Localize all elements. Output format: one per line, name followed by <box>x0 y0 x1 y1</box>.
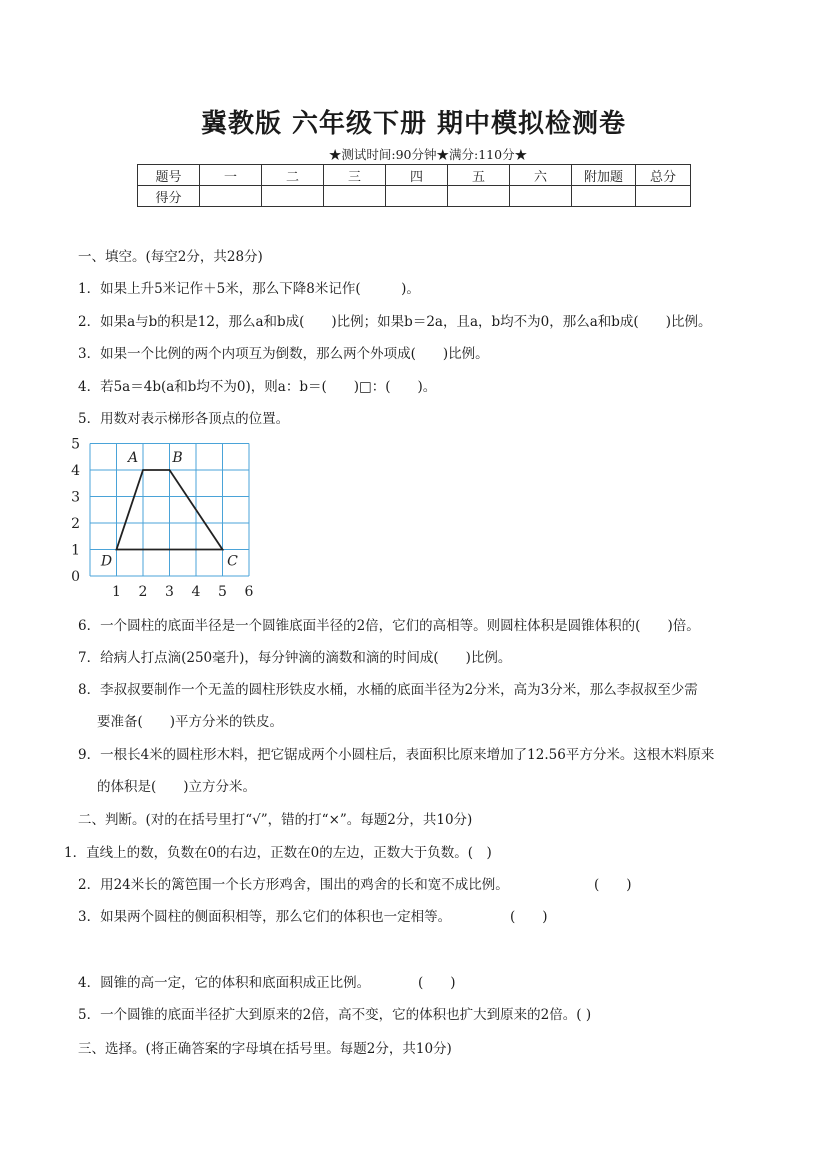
vertex-label-a: A <box>127 450 139 466</box>
question-1-5: 5．用数对表示梯形各顶点的位置。 <box>78 411 290 427</box>
question-1-2: 2．如果a与b的积是12，那么a和b成( )比例；如果b＝2a，且a，b均不为0，那么a和b成( )比例。 <box>78 314 712 330</box>
y-tick-label: 0 <box>71 569 80 585</box>
question-2-4-blank: ( ) <box>418 975 456 991</box>
page-subtitle: ★测试时间:90分钟★满分:110分★ <box>284 145 572 165</box>
score-cell-3: 三 <box>324 165 386 186</box>
y-tick-label: 4 <box>71 463 80 479</box>
score-cell-6: 六 <box>510 165 572 186</box>
page-title: 冀教版 六年级下册 期中模拟检测卷 <box>200 109 627 139</box>
score-input-extra[interactable] <box>572 186 636 207</box>
question-1-1: 1．如果上升5米记作＋5米，那么下降8米记作( )。 <box>78 281 420 297</box>
score-input-3[interactable] <box>324 186 386 207</box>
score-cell-5: 五 <box>448 165 510 186</box>
question-2-4: 4．圆锥的高一定，它的体积和底面积成正比例。 <box>78 975 371 991</box>
x-tick-label: 6 <box>244 584 254 600</box>
vertex-label-d: D <box>100 553 113 570</box>
score-input-total[interactable] <box>636 186 691 207</box>
question-2-3: 3．如果两个圆柱的侧面积相等，那么它们的体积也一定相等。 <box>78 909 452 925</box>
y-tick-label: 3 <box>71 489 80 506</box>
section1-heading: 一、填空。(每空2分，共28分) <box>78 249 263 265</box>
x-tick-label: 3 <box>165 584 174 600</box>
score-input-4[interactable] <box>386 186 448 207</box>
trapezoid-coordinate-grid <box>66 432 266 604</box>
score-row-label: 得分 <box>138 186 200 207</box>
question-1-4: 4．若5a＝4b(a和b均不为0)，则a：b＝( )□：( )。 <box>78 379 437 395</box>
score-input-5[interactable] <box>448 186 510 207</box>
x-tick-label: 1 <box>112 584 121 600</box>
question-2-1: 1．直线上的数，负数在0的右边，正数在0的左边，正数大于负数。( ) <box>64 845 492 861</box>
question-1-3: 3．如果一个比例的两个内项互为倒数，那么两个外项成( )比例。 <box>78 346 489 362</box>
question-2-5: 5．一个圆锥的底面半径扩大到原来的2倍，高不变，它的体积也扩大到原来的2倍。( ) <box>78 1007 592 1023</box>
score-input-2[interactable] <box>262 186 324 207</box>
y-tick-label: 5 <box>71 436 80 453</box>
question-1-7: 7．给病人打点滴(250毫升)，每分钟滴的滴数和滴的时间成( )比例。 <box>78 650 512 666</box>
score-cell-1: 一 <box>200 165 262 186</box>
section3-heading: 三、选择。(将正确答案的字母填在括号里。每题2分，共10分) <box>78 1041 452 1057</box>
question-1-8-line1: 8．李叔叔要制作一个无盖的圆柱形铁皮水桶，水桶的底面半径为2分米，高为3分米，那么李叔叔至少需 <box>78 682 698 698</box>
score-input-1[interactable] <box>200 186 262 207</box>
question-1-6: 6．一个圆柱的底面半径是一个圆锥底面半径的2倍，它们的高相等。则圆柱体积是圆锥体积的( )倍。 <box>78 618 700 634</box>
question-2-2: 2．用24米长的篱笆围一个长方形鸡舍，围出的鸡舍的长和宽不成比例。 <box>78 877 509 893</box>
x-tick-label: 2 <box>138 584 148 600</box>
score-table <box>137 164 691 207</box>
vertex-label-c: C <box>227 553 238 570</box>
score-cell-label: 题号 <box>138 165 200 186</box>
score-table-score-row <box>138 186 691 207</box>
x-tick-label: 4 <box>191 584 201 600</box>
score-cell-2: 二 <box>262 165 324 186</box>
score-table-header-row <box>138 165 691 186</box>
question-2-2-blank: ( ) <box>594 877 632 893</box>
vertex-label-b: B <box>172 450 183 466</box>
question-2-3-blank: ( ) <box>510 909 548 925</box>
score-cell-4: 四 <box>386 165 448 186</box>
question-1-9-line2: 的体积是( )立方分米。 <box>97 779 257 795</box>
score-cell-extra: 附加题 <box>572 165 636 186</box>
section2-heading: 二、判断。(对的在括号里打“√”，错的打“×”。每题2分，共10分) <box>78 812 473 828</box>
score-cell-total: 总分 <box>636 165 691 186</box>
question-1-8-line2: 要准备( )平方分米的铁皮。 <box>97 714 284 730</box>
y-tick-label: 2 <box>71 516 80 532</box>
y-tick-label: 1 <box>71 542 80 559</box>
x-tick-label: 5 <box>218 584 227 600</box>
question-1-9-line1: 9．一根长4米的圆柱形木料，把它锯成两个小圆柱后，表面积比原来增加了12.56平方分米。这根木料原来 <box>78 747 715 763</box>
score-input-6[interactable] <box>510 186 572 207</box>
